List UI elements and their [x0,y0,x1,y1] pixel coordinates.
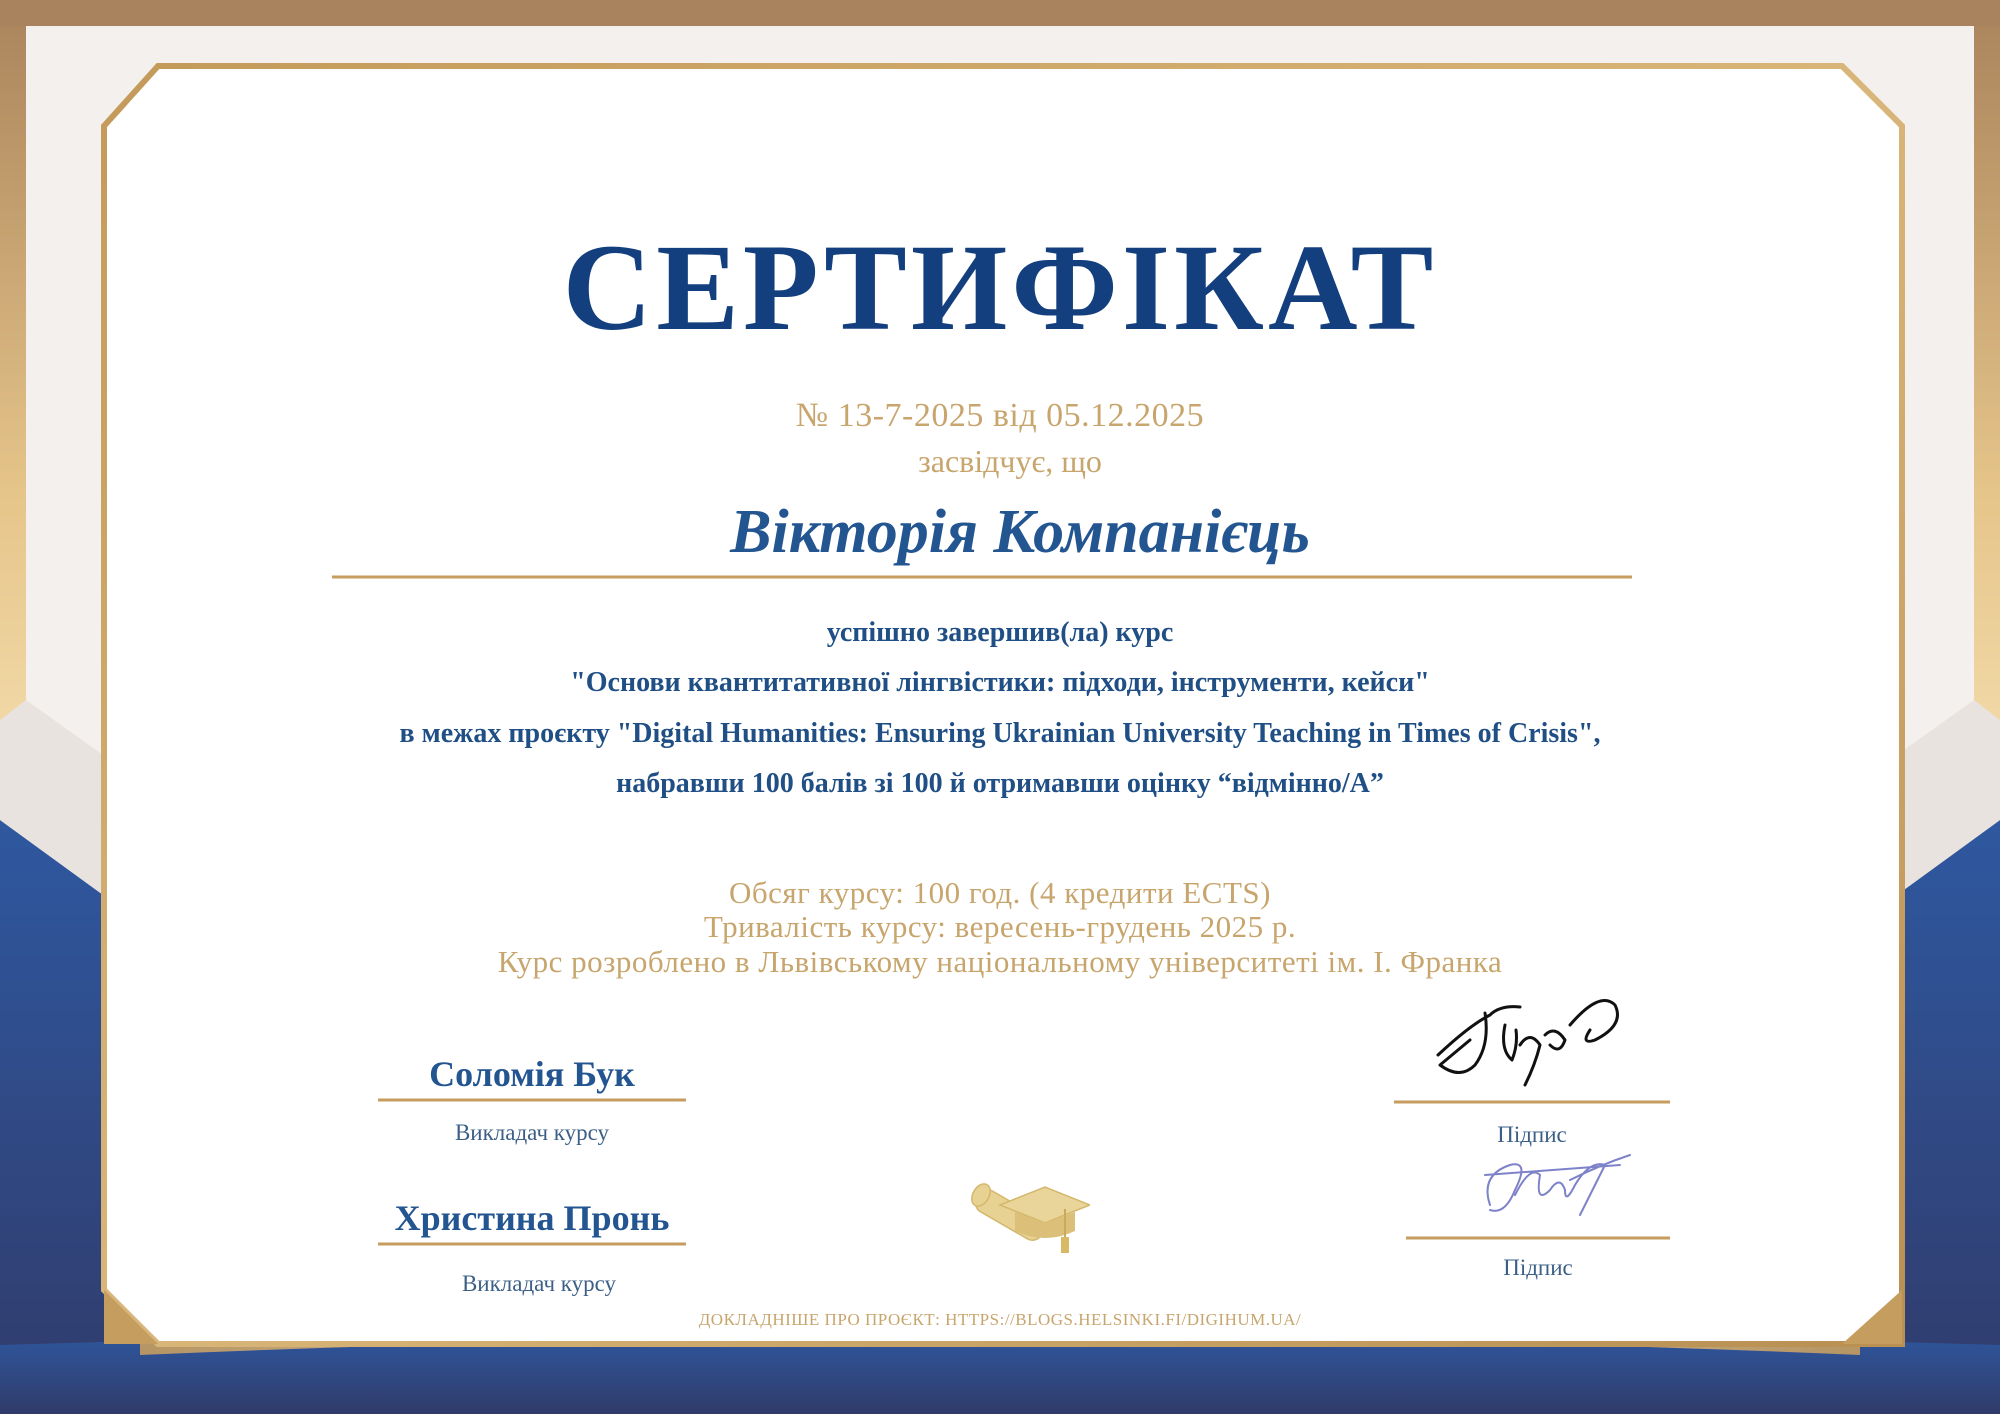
signature-label-2: Підпис [1503,1255,1573,1280]
course-developer: Курс розроблено в Львівському національному університеті ім. І. Франка [497,944,1503,979]
signature-2 [1470,1135,1640,1245]
course-duration: Тривалість курсу: вересень-грудень 2025 р. [703,909,1297,944]
completion-line: успішно завершив(ла) курс [826,617,1174,648]
signer-name-2: Христина Пронь [394,1198,670,1238]
signature-1 [1430,985,1630,1095]
graduation-cap-diploma-icon [955,1165,1090,1270]
course-name-line: "Основи квантитативної лінгвістики: підходи, інструменти, кейси" [570,667,1430,698]
certificate-number: № 13-7-2025 від 05.12.2025 [795,397,1205,434]
signer-role-1: Викладач курсу [454,1120,610,1145]
project-link[interactable]: ДОКЛАДНІШЕ ПРО ПРОЄКТ: HTTPS://BLOGS.HELSINKI.FI/DIGIHUM.UA/ [698,1310,1302,1329]
signer-role-2: Викладач курсу [461,1271,617,1296]
certifies-text: засвідчує, що [918,443,1102,479]
grade-line: набравши 100 балів зі 100 й отримавши оцінку “відмінно/A” [616,768,1384,799]
project-line: в межах проєкту "Digital Humanities: Ensuring Ukrainian University Teaching in Times of Crisis", [399,718,1601,749]
signature-label-1: Підпис [1497,1122,1567,1147]
certificate-title: СЕРТИФІКАТ [562,219,1438,356]
course-volume: Обсяг курсу: 100 год. (4 кредити ECTS) [729,875,1271,910]
recipient-name: Вікторія Компанієць [730,498,1310,566]
signer-name-1: Соломія Бук [429,1054,635,1094]
